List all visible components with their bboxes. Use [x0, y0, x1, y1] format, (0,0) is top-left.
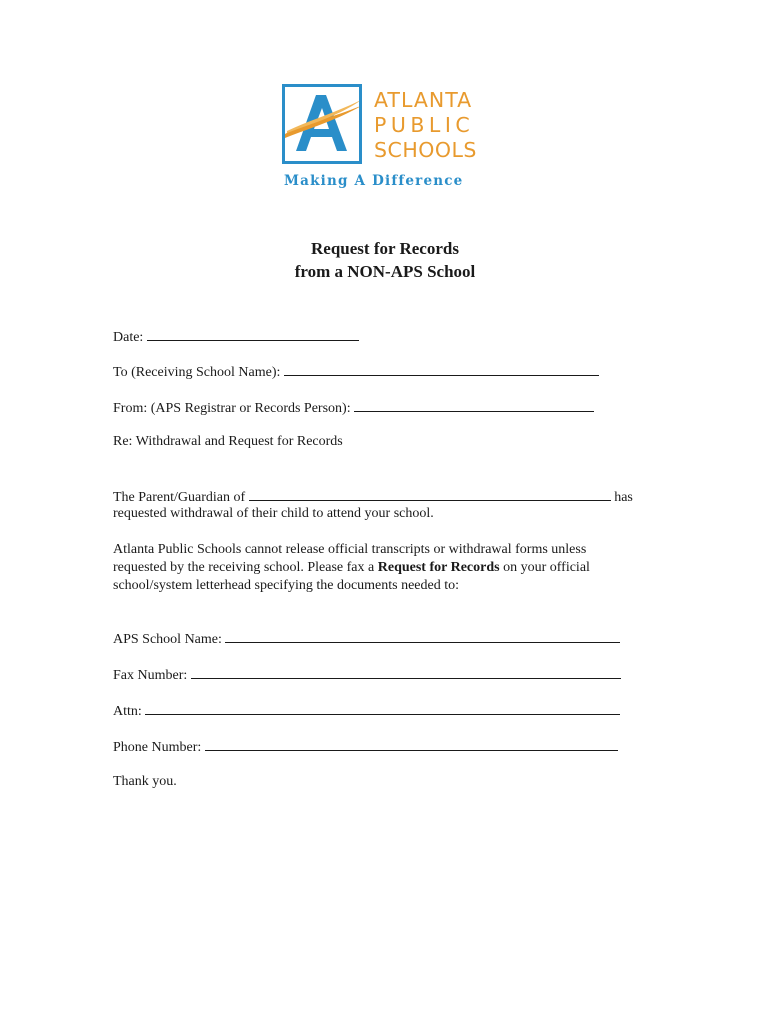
to-blank [284, 362, 599, 376]
document-subtitle: from a NON-APS School [294, 262, 476, 281]
attn-row [113, 701, 620, 721]
fax-label: Fax Number: [113, 668, 188, 683]
logo-tagline: Making A Difference [284, 173, 464, 189]
parent-suffix: has [614, 490, 633, 505]
closing-text: Thank you. [113, 774, 177, 789]
from-blank [354, 398, 594, 412]
phone-row [113, 737, 618, 757]
logo-word-schools: SCHOOLS [374, 138, 477, 162]
date-blank [147, 327, 359, 341]
school-name-blank [225, 629, 620, 643]
parent-line-2: requested withdrawal of their child to attend your school. [113, 506, 434, 521]
phone-label: Phone Number: [113, 740, 202, 755]
date-label: Date: [113, 330, 144, 345]
attn-label: Attn: [113, 704, 142, 719]
request-for-records-emphasis: Request for Records [377, 560, 500, 575]
parent-prefix: The Parent/Guardian of [113, 490, 246, 505]
letter-a-swoosh-icon [285, 87, 359, 161]
to-row [113, 362, 599, 382]
logo-word-public: PUBLIC [374, 113, 475, 137]
document-title: Request for Records [311, 239, 459, 258]
date-row [113, 327, 359, 347]
parent-row [113, 487, 633, 507]
aps-logo [282, 84, 482, 194]
re-line: Re: Withdrawal and Request for Records [113, 434, 343, 449]
fax-row [113, 665, 621, 685]
school-name-row [113, 629, 620, 649]
paragraph-line-3: school/system letterhead specifying the documents needed to: [113, 578, 460, 593]
attn-blank [145, 701, 620, 715]
child-name-blank [249, 487, 611, 501]
paragraph-line-2-start: requested by the receiving school. Please fax a [113, 560, 375, 575]
school-name-label: APS School Name: [113, 632, 222, 647]
phone-blank [205, 737, 618, 751]
from-label: From: (APS Registrar or Records Person): [113, 401, 351, 416]
paragraph-line-1: Atlanta Public Schools cannot release official transcripts or withdrawal forms unless [113, 542, 587, 557]
logo-emblem [282, 84, 362, 164]
from-row [113, 398, 594, 418]
fax-blank [191, 665, 621, 679]
to-label: To (Receiving School Name): [113, 365, 281, 380]
logo-word-atlanta: ATLANTA [374, 88, 473, 112]
paragraph-line-2 [113, 559, 590, 577]
paragraph-line-2-end: on your official [503, 560, 590, 575]
